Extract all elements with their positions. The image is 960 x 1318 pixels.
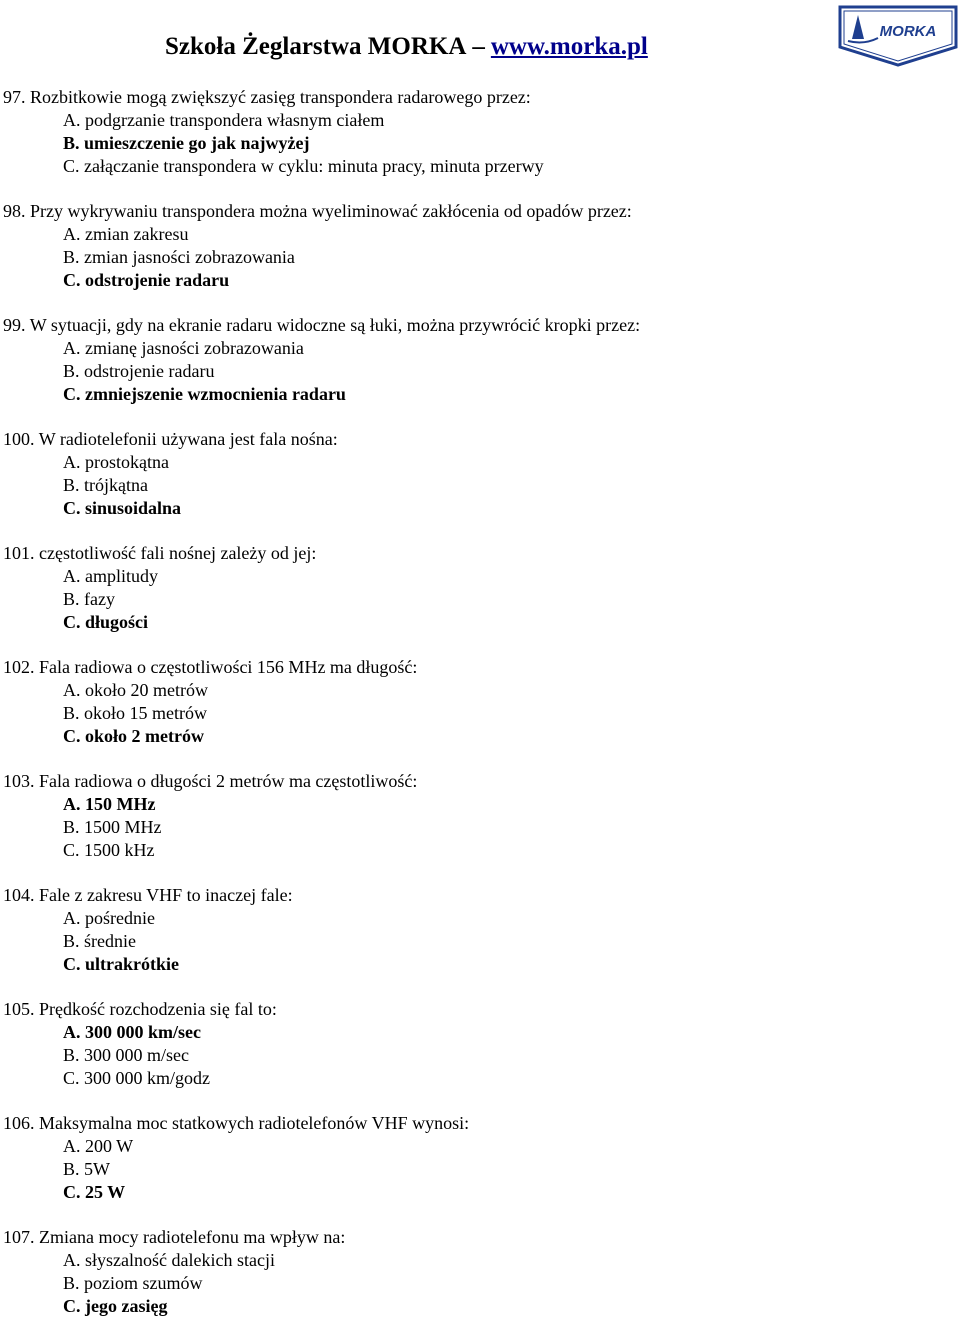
question-text: W sytuacji, gdy na ekranie radaru widoczne są łuki, można przywrócić kropki przez: — [29, 315, 641, 335]
question-line — [0, 200, 960, 223]
question-block — [0, 314, 960, 406]
question-number: 104. — [3, 885, 35, 905]
question-number: 103. — [3, 771, 35, 791]
question-text: Fala radiowa o częstotliwości 156 MHz ma długość: — [39, 657, 418, 677]
question-line — [0, 770, 960, 793]
question-text: Prędkość rozchodzenia się fal to: — [39, 999, 277, 1019]
question-number: 107. — [3, 1227, 35, 1247]
question-block — [0, 200, 960, 292]
answer-option: B. 300 000 m/sec — [63, 1045, 189, 1065]
answer-option: B. średnie — [63, 931, 136, 951]
answer-option: B. 5W — [63, 1159, 110, 1179]
question-number: 99. — [3, 315, 26, 335]
answer-option: A. amplitudy — [63, 566, 158, 586]
answer-option: A. zmianę jasności zobrazowania — [63, 338, 304, 358]
answer-option: A. około 20 metrów — [63, 680, 208, 700]
question-line — [0, 998, 960, 1021]
answer-option-correct: C. sinusoidalna — [63, 498, 182, 518]
question-number: 106. — [3, 1113, 35, 1133]
answer-option: B. odstrojenie radaru — [63, 361, 215, 381]
answer-option: B. około 15 metrów — [63, 703, 207, 723]
answer-option-correct: C. ultrakrótkie — [63, 954, 179, 974]
answer-option: C. 300 000 km/godz — [63, 1068, 210, 1088]
question-block — [0, 998, 960, 1090]
question-text: Fale z zakresu VHF to inaczej fale: — [39, 885, 293, 905]
question-number: 105. — [3, 999, 35, 1019]
questions-list — [0, 86, 960, 1318]
question-block — [0, 770, 960, 862]
school-name: Szkoła Żeglarstwa MORKA — [165, 33, 467, 60]
answer-option-correct: A. 150 MHz — [63, 794, 156, 814]
answer-option: A. prostokątna — [63, 452, 169, 472]
answer-option-correct: C. odstrojenie radaru — [63, 270, 230, 290]
question-number: 98. — [3, 201, 26, 221]
question-line — [0, 884, 960, 907]
title-dash: – — [472, 33, 485, 60]
answer-option: B. zmian jasności zobrazowania — [63, 247, 295, 267]
answer-option: A. 200 W — [63, 1136, 134, 1156]
question-text: częstotliwość fali nośnej zależy od jej: — [39, 543, 317, 563]
question-line — [0, 1112, 960, 1135]
question-line — [0, 428, 960, 451]
question-text: Rozbitkowie mogą zwiększyć zasięg transpondera radarowego przez: — [30, 87, 531, 107]
answer-option: A. podgrzanie transpondera własnym ciałem — [63, 110, 385, 130]
answer-option-correct: B. umieszczenie go jak najwyżej — [63, 133, 310, 153]
question-number: 97. — [3, 87, 26, 107]
question-line — [0, 656, 960, 679]
answer-option: B. poziom szumów — [63, 1273, 203, 1293]
question-text: Przy wykrywaniu transpondera można wyeliminować zakłócenia od opadów przez: — [30, 201, 632, 221]
answer-option: B. fazy — [63, 589, 115, 609]
morka-logo — [838, 5, 958, 67]
question-block — [0, 1112, 960, 1204]
question-block — [0, 884, 960, 976]
question-text: Zmiana mocy radiotelefonu ma wpływ na: — [39, 1227, 346, 1247]
question-text: W radiotelefonii używana jest fala nośna: — [38, 429, 338, 449]
answer-option: A. słyszalność dalekich stacji — [63, 1250, 275, 1270]
question-text: Fala radiowa o długości 2 metrów ma częstotliwość: — [39, 771, 418, 791]
answer-option: C. 1500 kHz — [63, 840, 155, 860]
question-block — [0, 86, 960, 178]
answer-option-correct: C. 25 W — [63, 1182, 126, 1202]
answer-option: B. trójkątna — [63, 475, 148, 495]
answer-option-correct: C. zmniejszenie wzmocnienia radaru — [63, 384, 346, 404]
question-line — [0, 542, 960, 565]
question-number: 102. — [3, 657, 35, 677]
question-number: 101. — [3, 543, 35, 563]
header-title — [165, 30, 648, 64]
answer-option: C. załączanie transpondera w cyklu: minuta pracy, minuta przerwy — [63, 156, 544, 176]
question-text: Maksymalna moc statkowych radiotelefonów VHF wynosi: — [39, 1113, 470, 1133]
question-block — [0, 542, 960, 634]
page-header — [0, 0, 960, 78]
question-line — [0, 314, 960, 337]
logo-text: MORKA — [879, 23, 937, 40]
question-block — [0, 428, 960, 520]
question-number: 100. — [3, 429, 35, 449]
question-block — [0, 656, 960, 748]
answer-option-correct: A. 300 000 km/sec — [63, 1022, 201, 1042]
question-block — [0, 1226, 960, 1318]
answer-option-correct: C. około 2 metrów — [63, 726, 204, 746]
answer-option: B. 1500 MHz — [63, 817, 162, 837]
answer-option-correct: C. długości — [63, 612, 149, 632]
question-line — [0, 86, 960, 109]
school-website-link[interactable]: www.morka.pl — [490, 33, 648, 60]
answer-option: A. zmian zakresu — [63, 224, 189, 244]
question-line — [0, 1226, 960, 1249]
answer-option-correct: C. jego zasięg — [63, 1296, 168, 1316]
answer-option: A. pośrednie — [63, 908, 155, 928]
